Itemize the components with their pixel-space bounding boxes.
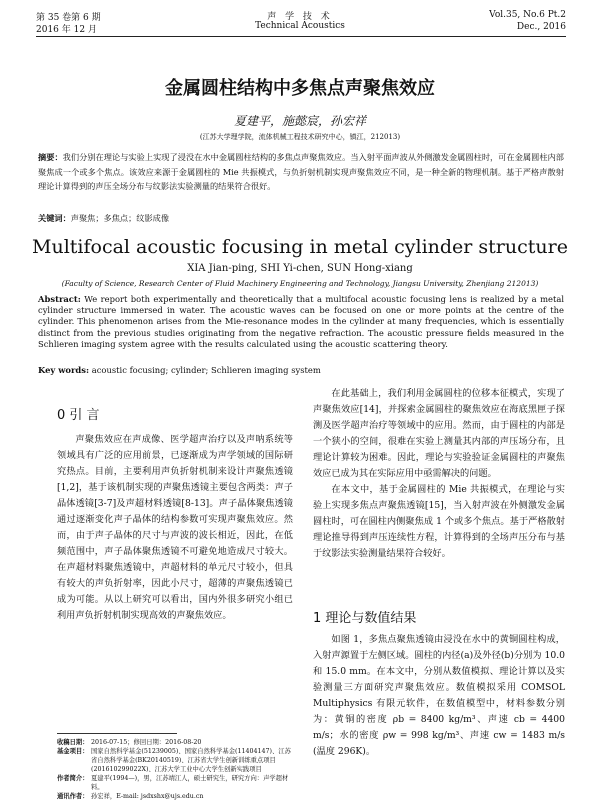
footnotes (57, 738, 293, 801)
footnote-row (57, 747, 293, 774)
section-heading-theory: 1 理论与数值结果 (313, 611, 417, 626)
footnote-row (57, 738, 293, 747)
affiliation-zh: (江苏大学理学院，流体机械工程技术研究中心，镇江，212013) (199, 133, 401, 141)
intro-paragraph-3: 在本文中，基于金属圆柱的 Mie 共振模式，在理论与实验上实现多焦点声聚焦透镜[15]，当入射声波在外侧激发金属圆柱时，可在圆柱内侧聚焦成 1 个或多个焦点。基于严格散射理论推导得到声压连续性方程，计算得到的全场声压分布与基于纹影法实验测量结果符合较好。 (313, 484, 565, 559)
footnote-value: 国家自然科学基金(51239005)、国家自然科学基金(11404147)、江苏省自然科学基金(BK20140519)、江苏省大学生创新训练重点项目(201610299022X)、江苏大学工业中心大学生创新实践项目 (91, 748, 291, 773)
keywords-en (38, 365, 564, 375)
intro-paragraph-1: 声聚焦效应在声成像、医学超声治疗以及声呐系统等领域具有广泛的应用前景，已逐渐成为声学领域的国际研究热点。目前，主要利用声负折射机制来设计声聚焦透镜[1,2]，基于该机制实现的声聚焦透镜主要包含两类：声子晶体透镜[3-7]及声超材料透镜[8-13]。声子晶体聚焦透镜通过逐渐变化声子晶体的结构参数可实现声聚焦效应。然而，由于声子晶体的尺寸与声波的波长相近，因此，在低频范围中，声子晶体聚焦透镜不可避免地造成尺寸较大。在声超材料聚焦透镜中，声超材料的单元尺寸较小，但具有较大的声负折射率，因此小尺寸，超薄的声聚焦透镜已成为可能。从以上研究可以看出，国内外很多研究小组已利用声负折射机制实现高效的声聚焦效应。 (57, 434, 293, 621)
footnote-value: 孙宏祥，E-mail: jsdxshx@ujs.edu.cn (91, 793, 204, 800)
header-rule (36, 36, 566, 37)
left-column (57, 432, 293, 624)
footnote-row (57, 774, 293, 792)
keywords-zh-text: 声聚焦；多焦点；纹影成像 (70, 213, 170, 223)
footnote-key: 作者简介： (57, 775, 89, 782)
abstract-en (38, 294, 564, 350)
volume-zh: 第 35 卷第 6 期 (36, 13, 101, 23)
running-header (0, 0, 600, 40)
right-column-section1 (313, 632, 565, 760)
volume-en: Vol.35, No.6 Pt.2 (489, 10, 566, 20)
date-en: Dec., 2016 (516, 22, 566, 32)
abstract-en-text: We report both experimentally and theoretically that a multifocal acoustic focusing lens is realized by a metal cylinder structure immersed in water. The acoustic waves can be focused on one or more points at the centre of the cylinder. This phenomenon arises from the Mie-resonance modes in the cylinder at many frequencies, which is essentially distinct from the previous studies originating from the negative refraction. The acoustic pressure fields measured in the Schlieren imaging system agree with the results calculated using the acoustic scattering theory. (38, 294, 564, 349)
right-column (313, 386, 565, 562)
keywords-en-label: Key words: (38, 365, 90, 375)
abstract-zh (38, 150, 564, 194)
footnote-key: 基金项目： (57, 748, 89, 755)
intro-paragraph-2: 在此基础上，我们利用金属圆柱的位移本征模式，实现了声聚焦效应[14]，并探索金属圆柱的聚焦效应在海底黑匣子探测及医学超声治疗等领域中的应用。然而，由于圆柱的内部是一个狭小的空间，很难在实验上测量其内部的声压场分布，且理论计算较为困难。因此，理论与实验验证金属圆柱的声聚焦效应已成为其在实际应用中亟需解决的问题。 (313, 388, 565, 479)
abstract-zh-label: 摘要： (38, 152, 63, 162)
keywords-en-text: acoustic focusing; cylinder; Schlieren imaging system (91, 365, 321, 375)
date-zh: 2016 年 12 月 (36, 25, 97, 35)
section1-paragraph-1: 如图 1，多焦点聚焦透镜由浸没在水中的黄铜圆柱构成，入射声源置于左侧区域。圆柱的内径(a)及外径(b)分别为 10.0 和 15.0 mm。在本文中，分别从数值模拟、理论计算以及实验测量三方面研究声聚焦效应。数值模拟采用 COMSOL Multiphysics 有限元软件，在数值模型中，材料参数分别为：黄铜的密度 ρb = 8400 kg/m³、声速 cb = 4400 m/s；水的密度 ρw = 998 kg/m³、声速 cw = 1483 m/s (温度 296K)。 (313, 634, 565, 757)
keywords-zh-label: 关键词： (38, 213, 71, 223)
abstract-zh-text: 我们分别在理论与实验上实现了浸没在水中金属圆柱结构的多焦点声聚焦效应。当入射平面声波从外侧激发金属圆柱时，可在金属圆柱内部聚焦成一个或多个焦点。该效应来源于金属圆柱的 Mie 共振模式，与负折射机制实现声聚焦效应不同，是一种全新的物理机制。基于严格声散射理论计算得到的声压全场分布与纹影法实验测量的结果符合很好。 (38, 152, 564, 191)
keywords-zh (38, 213, 564, 224)
footnote-value: 夏建平(1994—)，男，江苏靖江人，硕士研究生，研究方向：声学超材料。 (91, 775, 289, 791)
authors-en: XIA Jian-ping, SHI Yi-chen, SUN Hong-xiang (187, 263, 413, 274)
authors-zh: 夏建平，施懿宸，孙宏祥 (233, 114, 366, 128)
footnote-value: 2016-07-15；修回日期：2016-08-20 (91, 739, 202, 746)
footnote-key: 收稿日期： (57, 739, 89, 746)
journal-name-en: Technical Acoustics (255, 21, 345, 31)
footnote-key: 通讯作者： (57, 793, 89, 800)
journal-name-zh: 声 学 技 术 (267, 12, 333, 22)
abstract-en-label: Abstract: (38, 294, 81, 304)
affiliation-en: (Faculty of Science, Research Center of Fluid Machinery Engineering and Technology, Jiangsu University, Zhenjiang 212013) (61, 279, 539, 288)
title-zh: 金属圆柱结构中多焦点声聚焦效应 (165, 78, 435, 99)
footnote-rule (57, 733, 177, 734)
title-en: Multifocal acoustic focusing in metal cylinder structure (32, 236, 568, 258)
footnote-row (57, 792, 293, 801)
section-heading-introduction: 0 引 言 (57, 408, 100, 423)
